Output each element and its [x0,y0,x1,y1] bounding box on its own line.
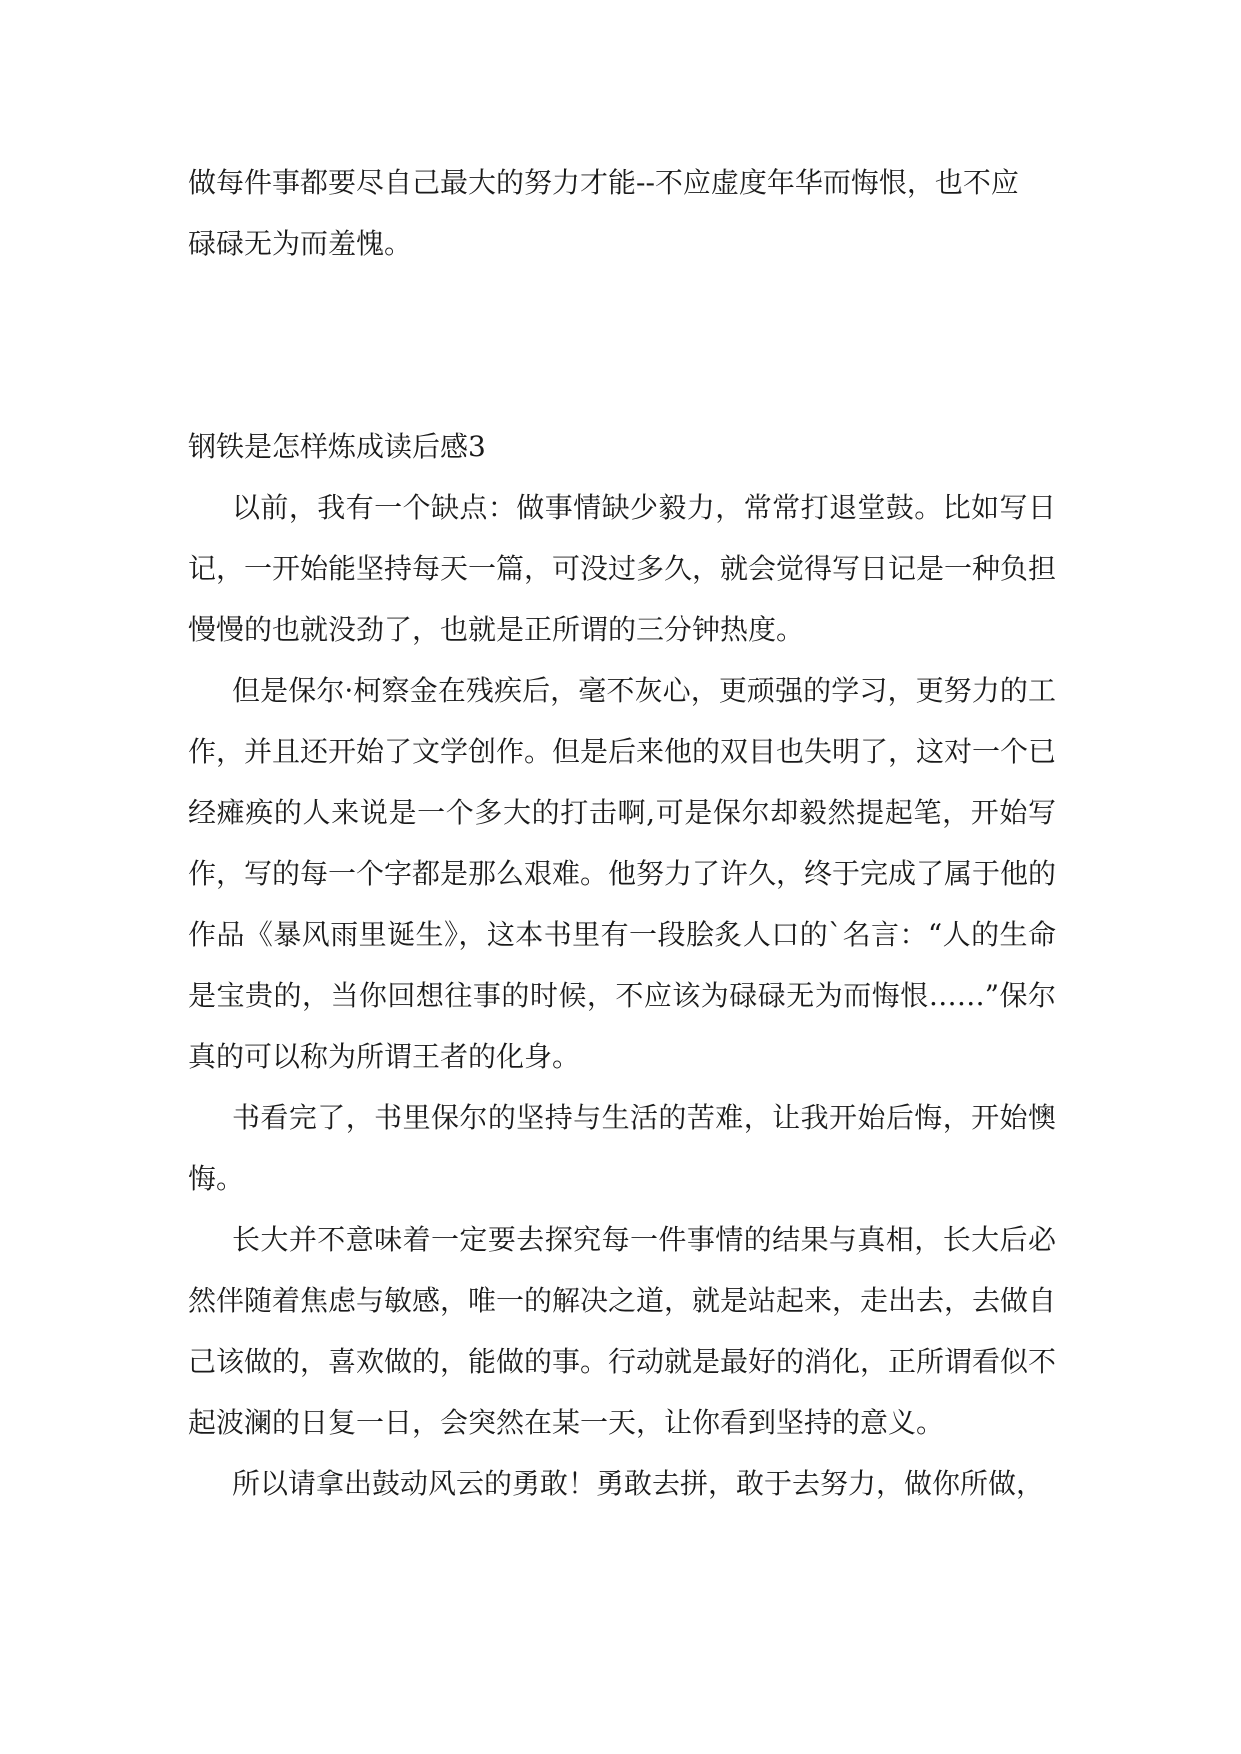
section-heading: 钢铁是怎样炼成读后感3 [188,430,486,463]
body-paragraph: 书看完了，书里保尔的坚持与生活的苦难，让我开始后悔，开始懊悔。 [188,1101,1056,1195]
body-paragraph: 以前，我有一个缺点：做事情缺少毅力，常常打退堂鼓。比如写日记，一开始能坚持每天一篇，可没过多久，就会觉得写日记是一种负担慢慢的也就没劲了，也就是正所谓的三分钟热度。 [188,491,1057,646]
body-paragraph: 所以请拿出鼓动风云的勇敢！勇敢去拼，敢于去努力，做你所做， [232,1467,1045,1500]
essay-section [188,416,1056,1514]
body-paragraph: 长大并不意味着一定要去探究每一件事情的结果与真相，长大后必然伴随着焦虑与敏感，唯一的解决之道，就是站起来，走出去，去做自己该做的，喜欢做的，能做的事。行动就是最好的消化，正所谓看似不起波澜的日复一日，会突然在某一天，让你看到坚持的意义。 [188,1223,1057,1439]
intro-line-1: 做每件事都要尽自己最大的努力才能--不应虚度年华而悔恨，也不应 [188,166,1019,199]
intro-paragraph [188,152,1056,274]
body-paragraph: 但是保尔·柯察金在残疾后，毫不灰心，更顽强的学习，更努力的工作，并且还开始了文学创作。但是后来他的双目也失明了，这对一个已经瘫痪的人来说是一个多大的打击啊,可是保尔却毅然提起笔，开始写作，写的每一个字都是那么艰难。他努力了许久，终于完成了属于他的作品《暴风雨里诞生》，这本书里有一段脍炙人口的`名言：“人的生命是宝贵的，当你回想往事的时候，不应该为碌碌无为而悔恨……”保尔真的可以称为所谓王者的化身。 [188,674,1057,1073]
intro-line-2: 碌碌无为而羞愧。 [188,227,413,260]
